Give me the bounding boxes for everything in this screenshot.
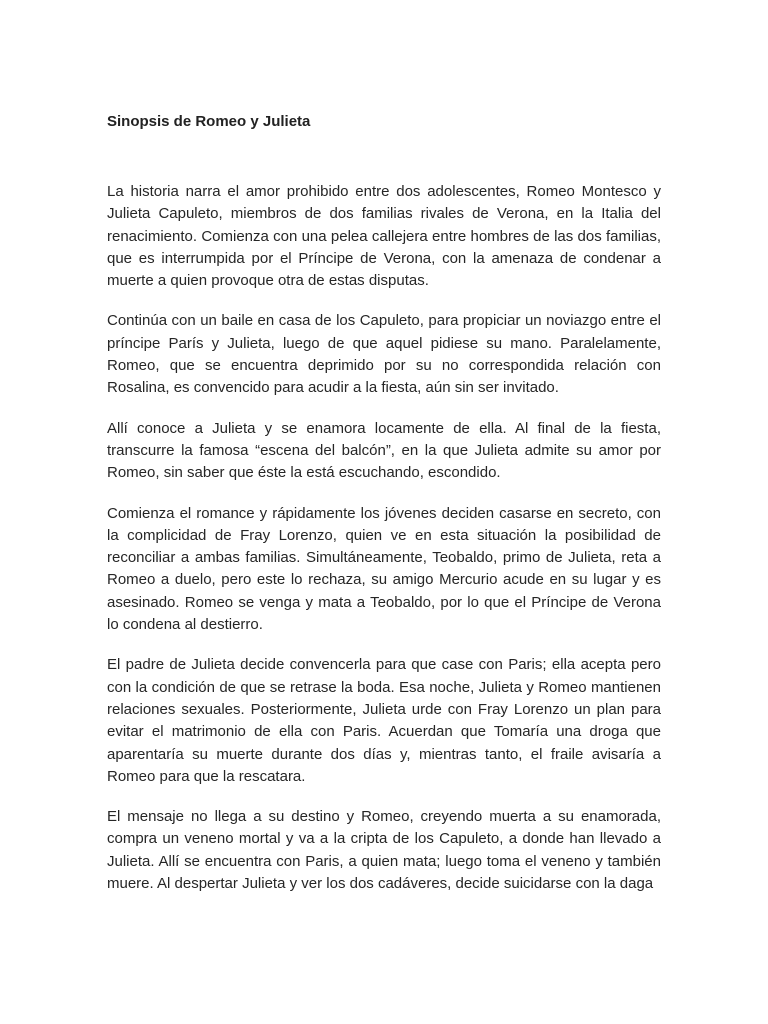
paragraph-1: La historia narra el amor prohibido entre dos adolescentes, Romeo Montesco y Julieta Capuleto, miembros de dos familias rivales de Verona, en la Italia del renacimiento. Comienza con una pelea callejera entre hombres de las dos familias, que es interrumpida por el Príncipe de Verona, con la amenaza de condenar a muerte a quien provoque otra de estas disputas. <box>107 183 661 290</box>
paragraph-3: Allí conoce a Julieta y se enamora locamente de ella. Al final de la fiesta, transcurre la famosa “escena del balcón”, en la que Julieta admite su amor por Romeo, sin saber que éste la está escuchando, escondido. <box>107 419 661 482</box>
document-title: Sinopsis de Romeo y Julieta <box>107 113 311 130</box>
paragraph-6: El mensaje no llega a su destino y Romeo, creyendo muerta a su enamorada, compra un veneno mortal y va a la cripta de los Capuleto, a donde han llevado a Julieta. Allí se encuentra con Paris, a quien mata; luego toma el veneno y también muere. Al despertar Julieta y ver los dos cadáveres, decide suicidarse con la daga <box>107 808 661 893</box>
paragraph-2: Continúa con un baile en casa de los Capuleto, para propiciar un noviazgo entre el príncipe París y Julieta, luego de que aquel pidiese su mano. Paralelamente, Romeo, que se encuentra deprimido por su no correspondida relación con Rosalina, es convencido para acudir a la fiesta, aún sin ser invitado. <box>107 312 661 397</box>
paragraph-5: El padre de Julieta decide convencerla para que case con Paris; ella acepta pero con la condición de que se retrase la boda. Esa noche, Julieta y Romeo mantienen relaciones sexuales. Posteriormente, Julieta urde con Fray Lorenzo un plan para evitar el matrimonio de ella con Paris. Acuerdan que Tomaría una droga que aparentaría su muerte durante dos días y, mientras tanto, el fraile avisaría a Romeo para que la rescatara. <box>107 656 661 785</box>
paragraph-4: Comienza el romance y rápidamente los jóvenes deciden casarse en secreto, con la complicidad de Fray Lorenzo, quien ve en esta situación la posibilidad de reconciliar a ambas familias. Simultáneamente, Teobaldo, primo de Julieta, reta a Romeo a duelo, pero este lo rechaza, su amigo Mercurio acude en su lugar y es asesinado. Romeo se venga y mata a Teobaldo, por lo que el Príncipe de Verona lo condena al destierro. <box>107 504 661 634</box>
document-page <box>107 111 661 913</box>
